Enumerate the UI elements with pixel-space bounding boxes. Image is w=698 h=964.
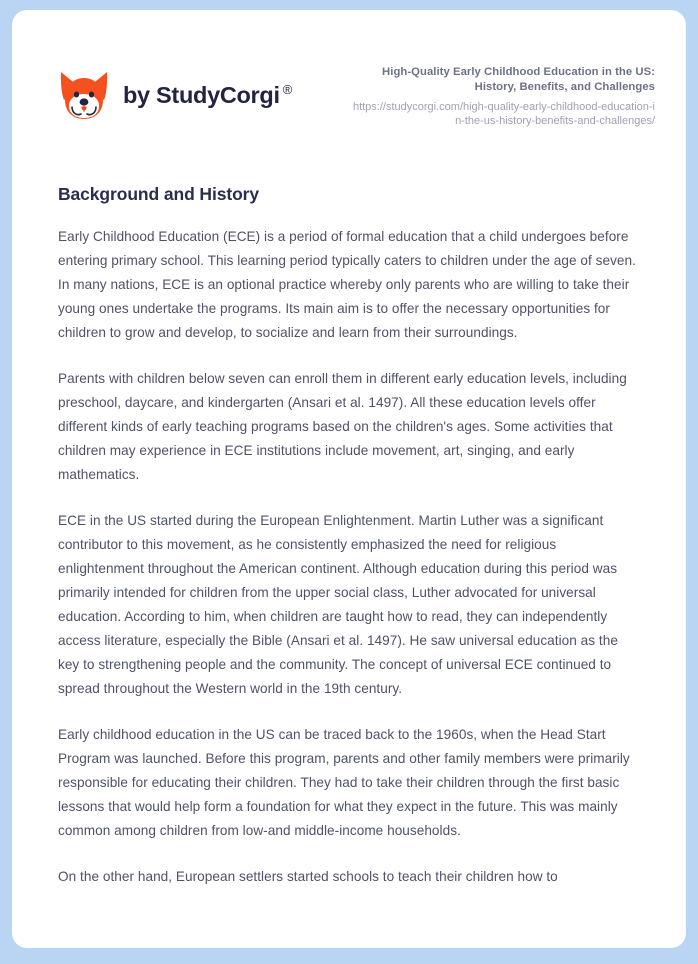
document-title: High-Quality Early Childhood Education in the US: History, Benefits, and Challenges bbox=[382, 66, 655, 93]
document-meta-block bbox=[347, 65, 655, 128]
registered-trademark-icon: ® bbox=[282, 81, 292, 97]
document-page-card bbox=[12, 10, 686, 948]
body-paragraph: ECE in the US started during the European Enlightenment. Martin Luther was a significant contributor to this movement, as he consistently emphasized the need for religious enlightenment throughout the American continent. Although education during this period was primarily intended for children from the upper social class, Luther advocated for universal education. According to him, when children are taught how to read, they can independently access literature, especially the Bible (Ansari et al. 1497). He saw universal education as the key to strengthening people and the community. The concept of universal ECE continued to spread throughout the Western world in the 19th century. bbox=[58, 513, 618, 696]
body-paragraph-truncated: On the other hand, European settlers started schools to teach their children how to bbox=[58, 869, 558, 884]
document-body bbox=[12, 184, 686, 889]
brand-name-label bbox=[123, 82, 292, 109]
body-paragraph: Parents with children below seven can enroll them in different early education levels, including preschool, daycare, and kindergarten (Ansari et al. 1497). All these education levels offer different kinds of early teaching programs based on the children's ages. Some activities that children may experience in ECE institutions include movement, art, singing, and early mathematics. bbox=[58, 371, 627, 482]
corgi-face-logo-icon bbox=[58, 70, 110, 120]
brand-logo-block bbox=[58, 70, 292, 120]
section-heading: Background and History bbox=[58, 184, 260, 204]
body-paragraph: Early childhood education in the US can be traced back to the 1960s, when the Head Start Program was launched. Before this program, parents and other family members were primarily responsible for educating their children. They had to take their children through the first basic lessons that would help form a foundation for what they expect in the future. This was mainly common among children from low-and middle-income households. bbox=[58, 727, 630, 838]
document-source-url[interactable]: https://studycorgi.com/high-quality-early-childhood-education-in-the-us-history-benefits-and-challenges/ bbox=[352, 101, 655, 127]
document-header bbox=[12, 10, 686, 128]
brand-name-text: by StudyCorgi bbox=[123, 81, 280, 108]
body-paragraph: Early Childhood Education (ECE) is a period of formal education that a child undergoes before entering primary school. This learning period typically caters to children under the age of seven. In many nations, ECE is an optional practice whereby only parents who are willing to take their young ones undertake the programs. Its main aim is to offer the necessary opportunities for children to grow and develop, to socialize and learn from their surroundings. bbox=[58, 229, 636, 340]
